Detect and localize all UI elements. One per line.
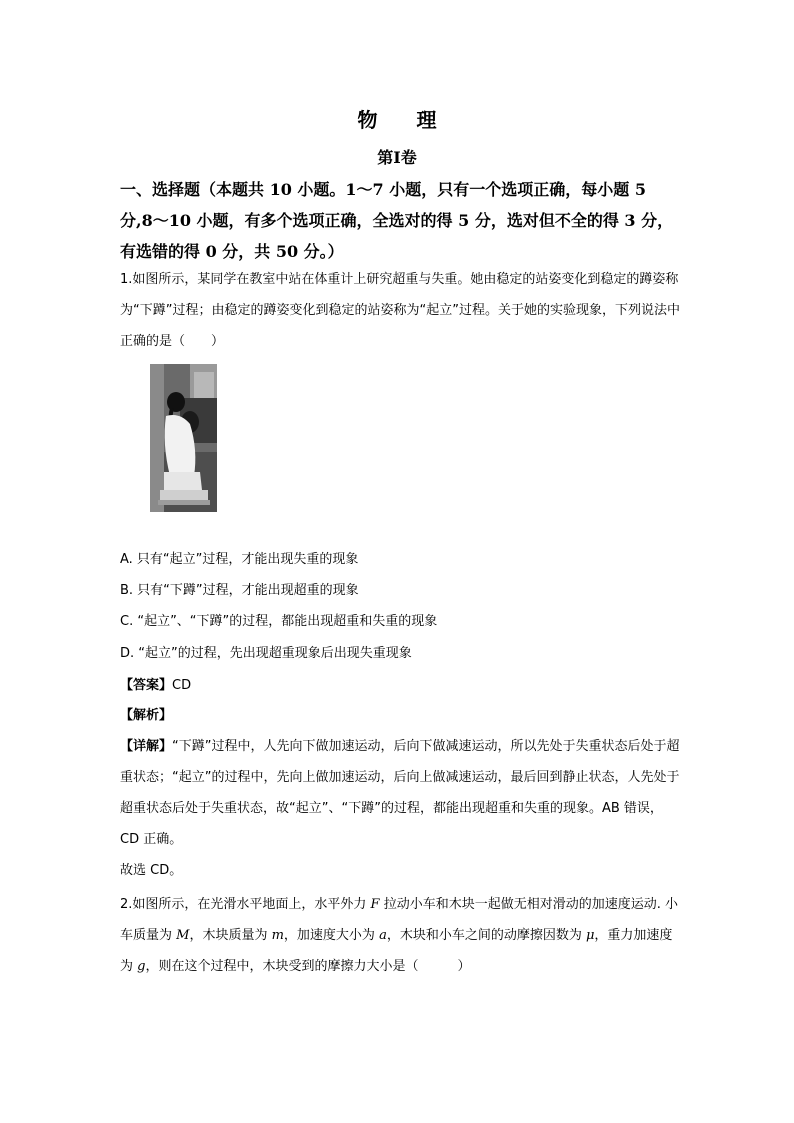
option-b: B. 只有“下蹲”过程，才能出现超重的现象	[120, 583, 359, 598]
symbol-F: F	[370, 897, 380, 912]
volume-heading: 第Ⅰ卷	[377, 148, 417, 167]
option-c: C. “起立”、“下蹲”的过程，都能出现超重和失重的现象	[120, 614, 438, 629]
detail-explanation	[120, 731, 680, 855]
q2-text-7: ，则在这个过程中，木块受到的摩擦力大小是（ ）	[145, 959, 471, 974]
answer-line	[120, 676, 191, 696]
student-squatting-photo-illustration	[150, 364, 217, 512]
option-a: A. 只有“起立”过程，才能出现失重的现象	[120, 552, 359, 567]
detail-text: “下蹲”过程中，人先向下做加速运动，后向下做减速运动，所以先处于失重状态后处于超重状态；“起立”的过程中，先向上做加速运动，后向上做减速运动，最后回到静止状态，人先处于超重状态后处于失重状态，故“起立”、“下蹲”的过程，都能出现超重和失重的现象。AB 错误，CD 正确。	[120, 739, 680, 847]
answer-tag: 【答案】	[120, 678, 173, 693]
symbol-g: g	[137, 959, 146, 974]
symbol-a: a	[379, 928, 387, 943]
question-1-photo	[150, 364, 217, 512]
subject-title: 物 理	[357, 108, 453, 132]
q2-text-6: ，重力加速度为	[120, 928, 673, 974]
q2-text-2: 拉动小车和木块一起做无相对滑动的加速度运动. 小车质量为	[120, 897, 678, 943]
question-1-stem: 1.如图所示，某同学在教室中站在体重计上研究超重与失重。她由稳定的站姿变化到稳定的蹲姿称为“下蹲”过程；由稳定的蹲姿变化到稳定的站姿称为“起立”过程。关于她的实验现象，下列说法中正确的是（ ）	[120, 272, 680, 349]
conclusion: 故选 CD。	[120, 863, 183, 878]
q2-text-3: ，木块质量为	[189, 928, 272, 943]
detail-tag: 【详解】	[120, 739, 173, 754]
symbol-m: m	[271, 928, 284, 943]
q2-text-1: 2.如图所示，在光滑水平地面上，水平外力	[120, 897, 371, 912]
option-d: D. “起立”的过程，先出现超重现象后出现失重现象	[120, 646, 412, 661]
section-heading: 一、选择题（本题共 10 小题。1～7 小题，只有一个选项正确，每小题 5 分,8～10 小题，有多个选项正确，全选对的得 5 分，选对但不全的得 3 分，有选错的得 0 分，共 50 分。）	[120, 180, 674, 261]
question-2-stem	[120, 889, 680, 982]
answer-value: CD	[172, 678, 192, 693]
symbol-M: M	[176, 928, 190, 943]
q2-text-5: ，木块和小车之间的动摩擦因数为	[386, 928, 586, 943]
symbol-mu: μ	[585, 928, 595, 943]
analysis-tag: 【解析】	[120, 708, 173, 723]
q2-text-4: ，加速度大小为	[283, 928, 380, 943]
